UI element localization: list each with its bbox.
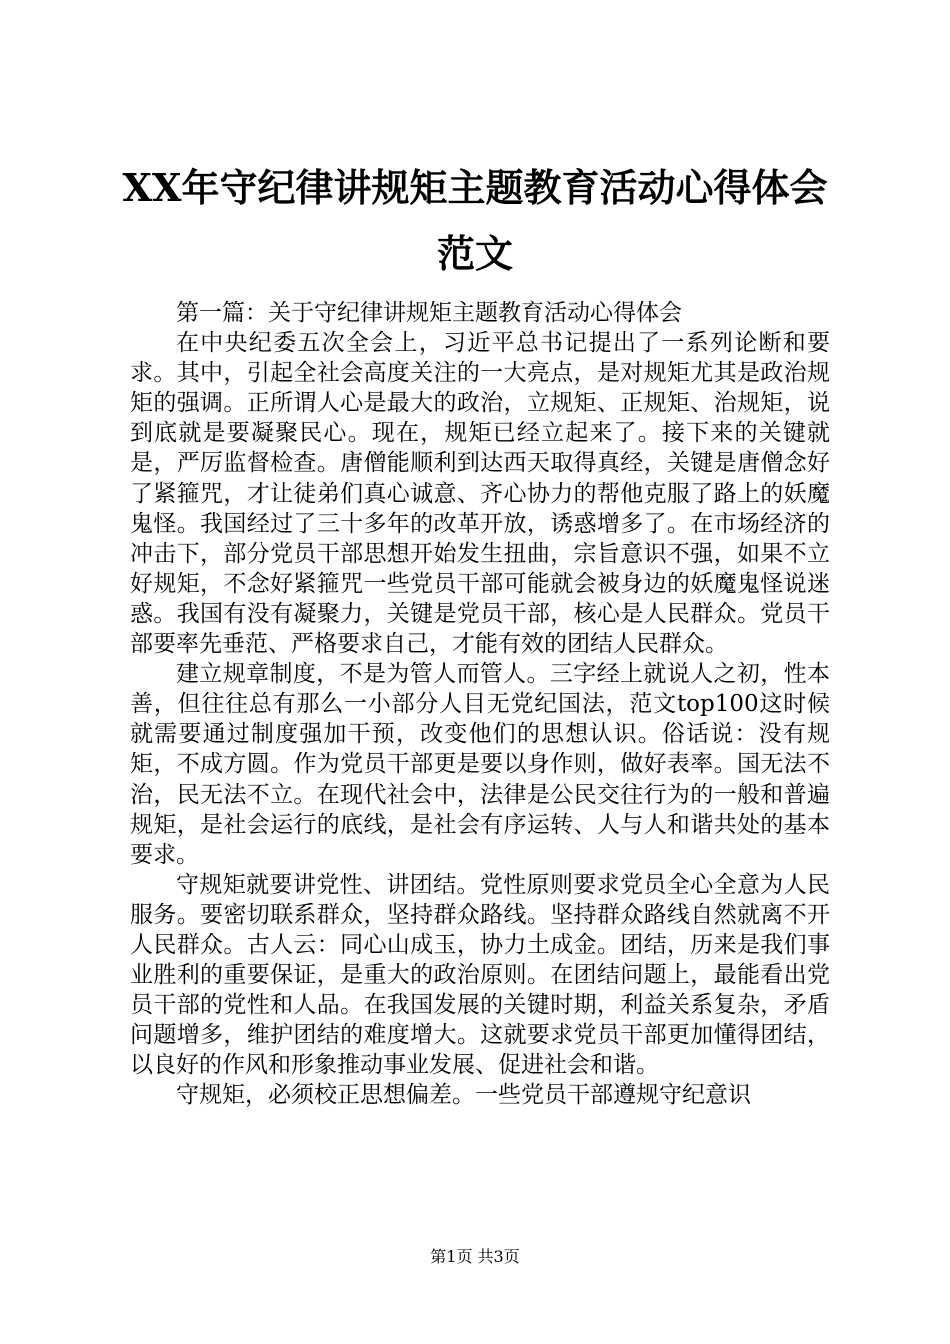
- paragraph: 守规矩，必须校正思想偏差。一些党员干部遵规守纪意识: [176, 1082, 751, 1109]
- paragraph: 守规矩就要讲党性、讲团结。党性原则要求党员全心全意为人民服务。要密切联系群众，坚持群众路线。坚持群众路线自然就离不开人民群众。古人云：同心山成玉，协力土成金。团结，历来是我们事业胜利的重要保证，是重大的政治原则。在团结问题上，最能看出党员干部的党性和人品。在我国发展的关键时期，利益关系复杂，矛盾问题增多，维护团结的难度增大。这就要求党员干部更加懂得团结，以良好的作风和形象推动事业发展、促进社会和谐。: [130, 871, 830, 1079]
- paragraph: 第一篇：关于守纪律讲规矩主题教育活动心得体会: [176, 300, 682, 326]
- paragraph: 建立规章制度，不是为管人而管人。三字经上就说人之初，性本善，但往往总有那么一小部分人目无党纪国法，范文top100这时候就需要通过制度强加干预，改变他们的思想认识。俗话说：没有规矩，不成方圆。作为党员干部更是要以身作则，做好表率。国无法不治，民无法不立。在现代社会中，法律是公民交往行为的一般和普遍规矩，是社会运行的底线，是社会有序运转、人与人和谐共处的基本要求。: [130, 661, 830, 868]
- document-title: XX年守纪律讲规矩主题教育活动心得体会范文: [122, 165, 828, 276]
- paragraph: 在中央纪委五次全会上，习近平总书记提出了一系列论断和要求。其中，引起全社会高度关注的一大亮点，是对规矩尤其是政治规矩的强调。正所谓人心是最大的政治，立规矩、正规矩、治规矩，说到底就是要凝聚民心。现在，规矩已经立起来了。接下来的关键就是，严厉监督检查。唐僧能顺利到达西天取得真经，关键是唐僧念好了紧箍咒，才让徒弟们真心诚意、齐心协力的帮他克服了路上的妖魔鬼怪。我国经过了三十多年的改革开放，诱惑增多了。在市场经济的冲击下，部分党员干部思想开始发生扭曲，宗旨意识不强，如果不立好规矩，不念好紧箍咒一些党员干部可能就会被身边的妖魔鬼怪说迷惑。我国有没有凝聚力，关键是党员干部，核心是人民群众。党员干部要率先垂范、严格要求自己，才能有效的团结人民群众。: [130, 330, 830, 658]
- document-body: [130, 298, 830, 1111]
- page-footer: 第1页 共3页: [430, 1247, 520, 1266]
